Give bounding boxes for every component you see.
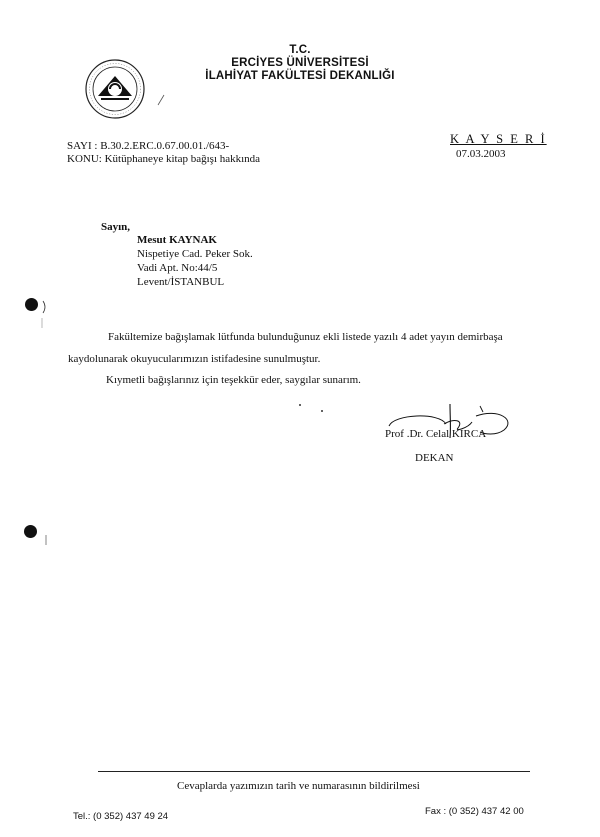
punch-hole xyxy=(25,298,38,311)
ink-mark xyxy=(44,535,48,545)
address-line: Levent/İSTANBUL xyxy=(137,276,225,288)
recipient-name: Mesut KAYNAK xyxy=(137,234,217,246)
ink-mark xyxy=(156,94,166,106)
footer-divider xyxy=(98,771,530,772)
body-line-3: Kıymetli bağışlarınız için teşekkür eder, saygılar sunarım. xyxy=(106,374,361,386)
letter-date: 07.03.2003 xyxy=(456,148,506,160)
body-line-1: Fakültemize bağışlamak lütfunda bulunduğunuz ekli listede yazılı 4 adet yayın demirbaşa xyxy=(108,331,503,343)
footer-fax: Fax : (0 352) 437 42 00 xyxy=(425,806,524,817)
city: K A Y S E R İ xyxy=(450,132,547,146)
ink-mark xyxy=(42,300,48,314)
body-line-2: kaydolunarak okuyucularımızın istifadesine sunulmuştur. xyxy=(68,353,321,365)
address-line: Vadi Apt. No:44/5 xyxy=(137,262,218,274)
footer-tel: Tel.: (0 352) 437 49 24 xyxy=(73,811,169,822)
sayi-line: SAYI : B.30.2.ERC.0.67.00.01./643- xyxy=(67,140,230,152)
konu-line: KONU: Kütüphaneye kitap bağışı hakkında xyxy=(67,153,261,165)
footer-note: Cevaplarda yazımızın tarih ve numarasının bildirilmesi xyxy=(177,780,420,792)
address-line: Nispetiye Cad. Peker Sok. xyxy=(137,248,253,260)
header-tc: T.C. xyxy=(289,44,311,56)
reference-block xyxy=(67,140,260,166)
signatory-name: Prof .Dr. Celal KIRCA xyxy=(385,428,487,440)
header-faculty: İLAHİYAT FAKÜLTESİ DEKANLIĞI xyxy=(205,70,395,82)
speck xyxy=(299,404,301,406)
university-seal-icon xyxy=(84,58,146,120)
ink-mark xyxy=(40,318,44,328)
salutation: Sayın, xyxy=(101,221,131,233)
signatory-title: DEKAN xyxy=(415,452,454,464)
header-university: ERCİYES ÜNİVERSİTESİ xyxy=(231,57,369,69)
speck xyxy=(321,410,323,412)
punch-hole xyxy=(24,525,37,538)
